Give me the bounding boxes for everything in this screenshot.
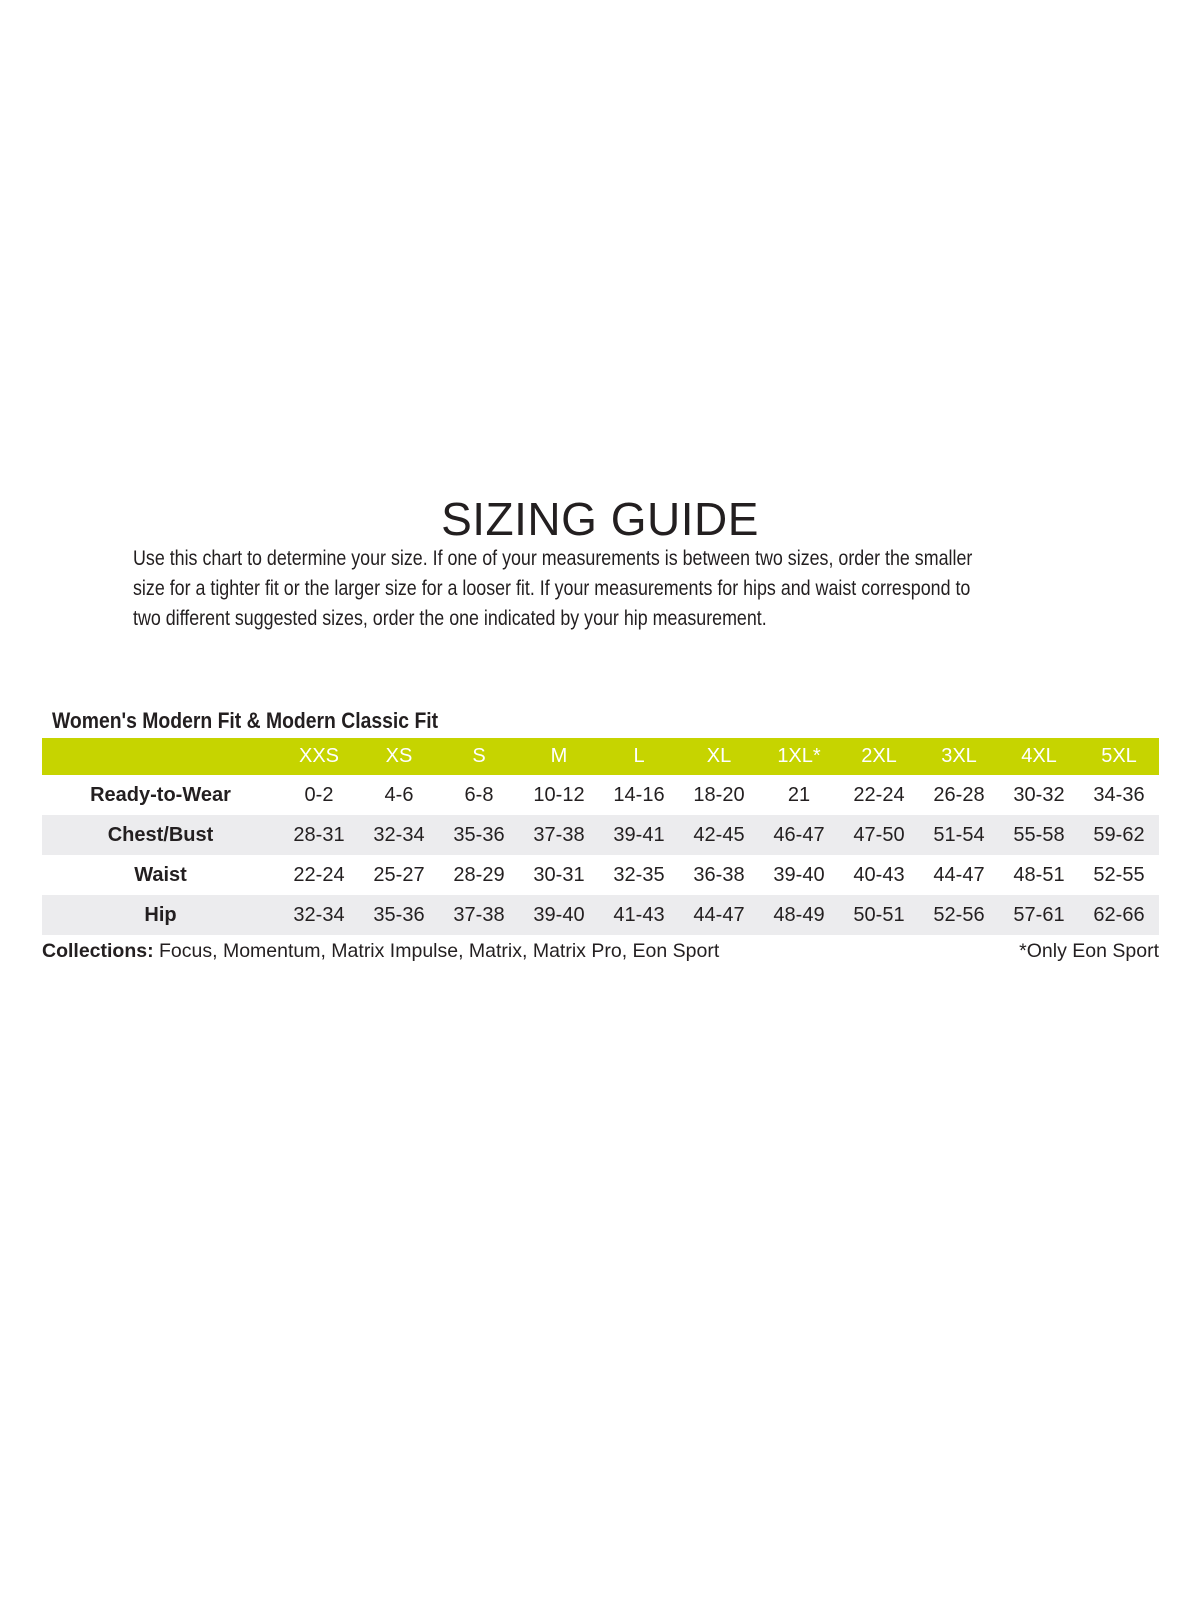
table-cell: 6-8 xyxy=(464,783,494,806)
table-cell: 62-66 xyxy=(1093,903,1145,926)
table-cell: 39-41 xyxy=(613,823,665,846)
table-cell: 48-49 xyxy=(773,903,825,926)
column-header-xl: XL xyxy=(706,745,732,767)
column-header-l: L xyxy=(633,745,645,767)
table-cell: 10-12 xyxy=(533,783,585,806)
table-cell: 35-36 xyxy=(373,903,425,926)
table-cell: 18-20 xyxy=(693,783,745,806)
table-row-waist xyxy=(42,855,1159,895)
column-header-m: M xyxy=(550,745,568,767)
table-cell: 59-62 xyxy=(1093,823,1145,846)
table-row-ready-to-wear xyxy=(42,775,1159,815)
table-cell: 39-40 xyxy=(773,863,825,886)
table-cell: 37-38 xyxy=(453,903,505,926)
row-label: Chest/Bust xyxy=(107,823,214,846)
table-cell: 22-24 xyxy=(293,863,345,886)
table-cell: 40-43 xyxy=(853,863,905,886)
table-cell: 28-29 xyxy=(453,863,505,886)
table-cell: 44-47 xyxy=(693,903,745,926)
table-cell: 25-27 xyxy=(373,863,425,886)
column-header-2xl: 2XL xyxy=(861,745,897,767)
collections-list: Focus, Momentum, Matrix Impulse, Matrix, Matrix Pro, Eon Sport xyxy=(153,940,720,962)
size-table xyxy=(42,738,1159,935)
row-label: Hip xyxy=(144,903,177,926)
table-cell: 28-31 xyxy=(293,823,345,846)
table-cell: 36-38 xyxy=(693,863,745,886)
intro-line-1: Use this chart to determine your size. If one of your measurements is between two sizes, order the smaller xyxy=(133,547,973,570)
table-row-hip xyxy=(42,895,1159,935)
table-cell: 32-35 xyxy=(613,863,665,886)
table-cell: 21 xyxy=(787,783,811,806)
table-cell: 46-47 xyxy=(773,823,825,846)
column-header-xs: XS xyxy=(385,745,413,767)
table-cell: 44-47 xyxy=(933,863,985,886)
intro-line-3: two different suggested sizes, order the one indicated by your hip measurement. xyxy=(133,607,767,630)
table-cell: 48-51 xyxy=(1013,863,1065,886)
column-header-1xl: 1XL* xyxy=(777,745,821,767)
table-cell: 22-24 xyxy=(853,783,905,806)
column-header-3xl: 3XL xyxy=(941,745,977,767)
asterisk-note: *Only Eon Sport xyxy=(1019,940,1159,962)
section-title: Women's Modern Fit & Modern Classic Fit xyxy=(52,708,439,734)
table-cell: 52-55 xyxy=(1093,863,1145,886)
column-header-s: S xyxy=(472,745,486,767)
table-row-chest-bust xyxy=(42,815,1159,855)
collections-label: Collections: xyxy=(42,940,154,962)
table-cell: 0-2 xyxy=(304,783,334,806)
table-cell: 14-16 xyxy=(613,783,665,806)
page-title: SIZING GUIDE xyxy=(441,492,759,545)
table-cell: 30-31 xyxy=(533,863,585,886)
table-cell: 50-51 xyxy=(853,903,905,926)
intro-paragraph xyxy=(133,544,972,634)
table-cell: 32-34 xyxy=(293,903,345,926)
table-cell: 37-38 xyxy=(533,823,585,846)
collections-line xyxy=(42,939,719,963)
footnote-row xyxy=(42,939,1159,963)
row-label: Waist xyxy=(134,863,187,886)
table-cell: 55-58 xyxy=(1013,823,1065,846)
table-cell: 4-6 xyxy=(384,783,414,806)
table-cell: 39-40 xyxy=(533,903,585,926)
table-cell: 32-34 xyxy=(373,823,425,846)
table-cell: 42-45 xyxy=(693,823,745,846)
table-cell: 47-50 xyxy=(853,823,905,846)
table-cell: 26-28 xyxy=(933,783,985,806)
table-cell: 30-32 xyxy=(1013,783,1065,806)
column-header-5xl: 5XL xyxy=(1101,745,1137,767)
table-cell: 52-56 xyxy=(933,903,985,926)
row-label: Ready-to-Wear xyxy=(90,783,231,806)
table-cell: 57-61 xyxy=(1013,903,1065,926)
table-cell: 41-43 xyxy=(613,903,665,926)
table-cell: 34-36 xyxy=(1093,783,1145,806)
size-table-header-row xyxy=(42,738,1159,775)
column-header-4xl: 4XL xyxy=(1021,745,1057,767)
column-header-xxs: XXS xyxy=(298,745,340,767)
table-cell: 35-36 xyxy=(453,823,505,846)
intro-line-2: size for a tighter fit or the larger size for a looser fit. If your measurements for hips and waist correspond to xyxy=(133,577,971,600)
table-cell: 51-54 xyxy=(933,823,985,846)
